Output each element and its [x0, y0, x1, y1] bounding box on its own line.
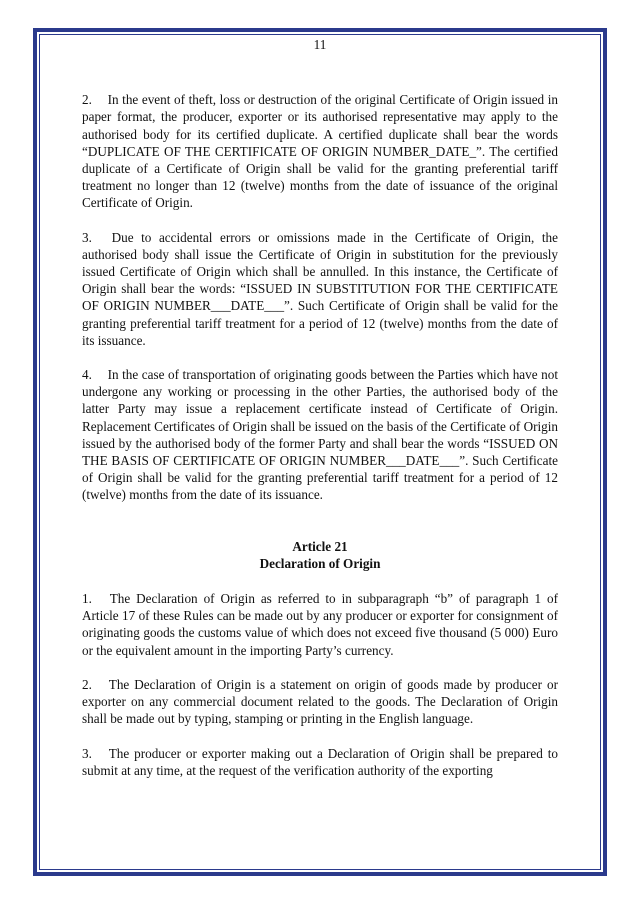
article-number: Article 21: [292, 538, 348, 554]
paragraph-number: 4.: [82, 367, 92, 383]
article-21-paragraph-2: [82, 676, 558, 728]
paragraph-number: 2.: [82, 676, 92, 692]
paragraph-number: 3.: [82, 745, 92, 761]
paragraph-3: [82, 229, 558, 349]
paragraph-number: 3.: [82, 229, 92, 245]
article-title: Declaration of Origin: [259, 555, 381, 571]
article-21-paragraph-1: [82, 590, 558, 659]
paragraph-text: The producer or exporter making out a Declaration of Origin shall be prepared to submit at any time, at the request of the verification authority of the exporting: [82, 745, 558, 778]
article-heading: [82, 538, 558, 572]
document-page: [82, 36, 558, 796]
paragraph-text: In the event of theft, loss or destruction of the original Certificate of Origin issued in paper format, the producer, exporter or its authorised representative may apply to the authorised body for its certified duplicate. A certified duplicate shall bear the words “DUPLICATE OF THE CERTIFICATE OF ORIGIN NUMBER_DATE_”. The certified duplicate of a Certificate of Origin shall be valid for the granting preferential tariff treatment no longer than 12 (twelve) months from the date of issuance of the original Certificate of Origin.: [82, 92, 558, 211]
paragraph-number: 1.: [82, 591, 92, 607]
paragraph-2: [82, 91, 558, 211]
paragraph-number: 2.: [82, 92, 92, 108]
article-21-paragraph-3: [82, 745, 558, 779]
paragraph-text: In the case of transportation of originating goods between the Parties which have not undergone any working or processing in the other Parties, the authorised body of the latter Party may issue a replacement certificate instead of Certificate of Origin. Replacement Certificates of Origin shall be issued on the basis of the Certificate of Origin issued by the authorised body of the former Party and shall bear the words “ISSUED ON THE BASIS OF CERTIFICATE OF ORIGIN NUMBER___DATE___”. Such Certificate of Origin shall be valid for the granting preferential tariff treatment for a period of 12 (twelve) months from the date of its issuance.: [82, 367, 559, 503]
paragraph-4: [82, 366, 558, 504]
paragraph-text: The Declaration of Origin as referred to in subparagraph “b” of paragraph 1 of Article 17 of these Rules can be made out by any producer or exporter for consignment of originating goods the customs value of which does not exceed five thousand (5 000) Euro or the equivalent amount in the importing Party’s currency.: [82, 591, 559, 658]
page-number: 11: [313, 37, 327, 52]
paragraph-text: Due to accidental errors or omissions made in the Certificate of Origin, the authorised body shall issue the Certificate of Origin in substitution for the previously issued Certificate of Origin which shall be annulled. In this instance, the Certificate of Origin shall bear the words: “ISSUED IN SUBSTITUTION FOR THE CERTIFICATE OF ORIGIN NUMBER___DATE___”. Such Certificate of Origin shall be valid for the granting preferential tariff treatment for a period of 12 (twelve) months from the date of its issuance.: [82, 229, 559, 348]
paragraph-text: The Declaration of Origin is a statement on origin of goods made by producer or exporter on any commercial document related to the goods. The Declaration of Origin shall be made out by typing, stamping or printing in the English language.: [82, 676, 559, 727]
